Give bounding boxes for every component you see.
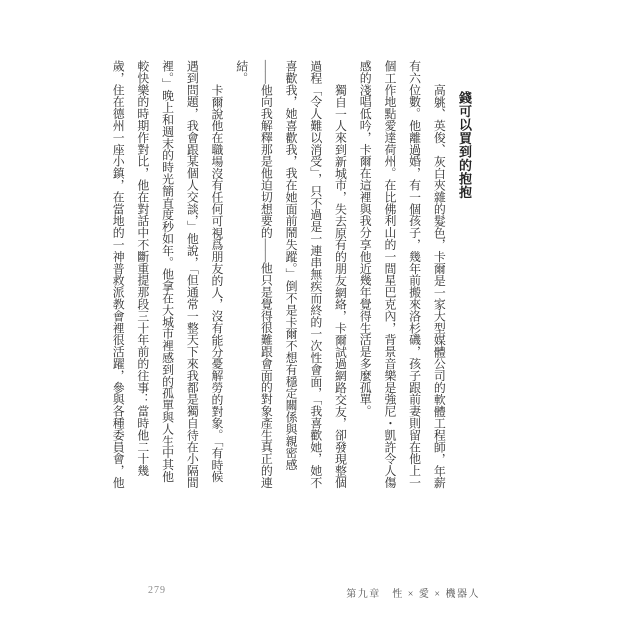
- body-paragraph: 獨自一人來到新城市，失去原有的朋友網絡，卡爾試過網路交友，卻發現整個過程「令人難以消受」，只不過是一連串無疾而終的一次性會面，「我喜歡她，她不喜歡我，她喜歡我，我在她面前鬧失蹤。」倒不是卡爾不想有穩定關係與親密感——他向我解釋那是他迫切想要的——他只是覺得很難跟會面的對象產生真正的連結。: [234, 60, 348, 489]
- body-paragraph: 卡爾說他在職場沒有任何可視爲朋友的人，沒有能分憂解勞的對象。「有時候遇到問題，我會跟某個人交談，」他說，「但通常一整天下來我都是獨自待在小隔間裡。」晚上和週末的時光簡直度秒如年。他拿在大城市裡感到的孤單與人生中其他較快樂的時期作對比，他在對話中不斷重提那段三十年前的往事：當時他二十幾歲，住在德州一座小鎮，在當地的一神普救派教會裡很活躍，參與各種委員會，他: [111, 60, 224, 489]
- body-text-block: [102, 60, 476, 492]
- footer-chapter-label: 第九章 性 × 愛 × 機器人: [346, 589, 480, 600]
- page-number: 279: [148, 585, 166, 596]
- body-paragraph: 高䠷、英俊、灰白夾雜的髮色，卡爾是一家大型媒體公司的軟體工程師，年薪有六位數。他離過婚，有一個孩子，幾年前搬來洛杉磯，孩子跟前妻則留在他上一個工作地點愛達荷州。在比佛利山的一間星巴克內，背景音樂是強尼・凱許令人傷感的淺唱低吟，卡爾在這裡與我分享他近幾年覺得生活是多麼孤單。: [358, 60, 447, 489]
- section-title: 錢可以買到的抱抱: [457, 91, 472, 199]
